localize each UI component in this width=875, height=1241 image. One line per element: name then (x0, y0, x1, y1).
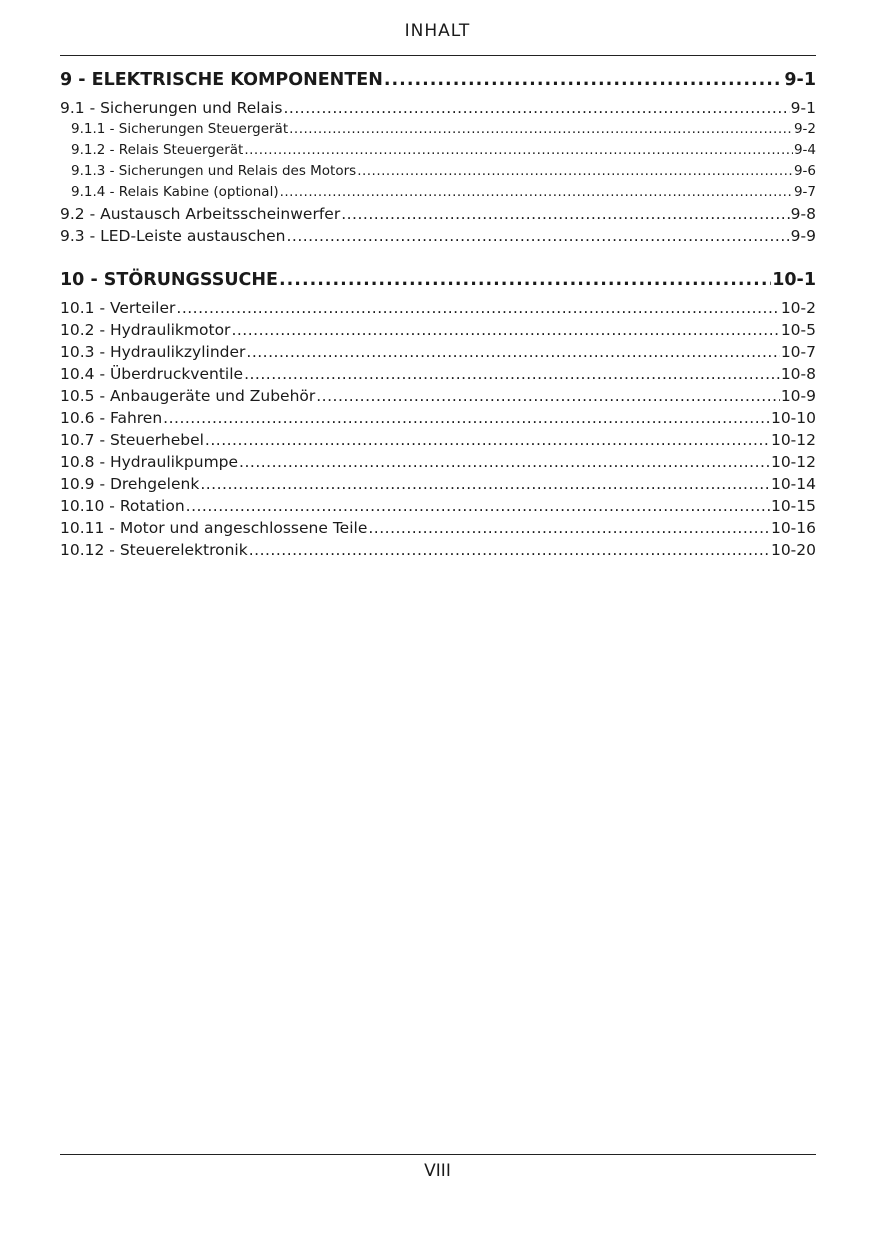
entry-page: 10-2 (780, 299, 816, 317)
leader-dots (283, 97, 789, 119)
entry-page: 10-5 (780, 321, 816, 339)
toc-chapter-9[interactable] (60, 66, 816, 94)
header-divider (60, 55, 816, 56)
leader-dots (239, 451, 770, 473)
entry-title: 10.6 - Fahren (60, 409, 163, 427)
toc-entry-10-5[interactable] (60, 385, 816, 407)
entry-page: 9-9 (790, 227, 816, 245)
toc-entry-9-1-1[interactable] (60, 119, 816, 140)
entry-title: 9.1 - Sicherungen und Relais (60, 99, 283, 117)
chapter-title: 10 - STÖRUNGSSUCHE (60, 270, 278, 290)
leader-dots (176, 297, 779, 319)
toc-entry-9-1-2[interactable] (60, 140, 816, 161)
leader-dots (205, 429, 770, 451)
entry-page: 9-4 (793, 142, 816, 158)
toc-entry-10-1[interactable] (60, 297, 816, 319)
entry-title: 10.3 - Hydraulikzylinder (60, 343, 246, 361)
entry-title: 10.4 - Überdruckventile (60, 365, 244, 383)
leader-dots (246, 341, 779, 363)
entry-page: 10-8 (780, 365, 816, 383)
entry-page: 10-16 (770, 519, 816, 537)
toc-entry-9-3[interactable] (60, 225, 816, 247)
entry-page: 10-10 (770, 409, 816, 427)
toc-entry-9-1[interactable] (60, 97, 816, 119)
entry-page: 9-6 (793, 163, 816, 179)
entry-page: 10-12 (770, 453, 816, 471)
entry-title: 10.8 - Hydraulikpumpe (60, 453, 239, 471)
entry-page: 9-2 (793, 121, 816, 137)
entry-page: 9-7 (793, 184, 816, 200)
leader-dots (231, 319, 779, 341)
toc-entry-10-7[interactable] (60, 429, 816, 451)
entry-title: 10.9 - Drehgelenk (60, 475, 200, 493)
page-header-title: INHALT (404, 21, 471, 41)
leader-dots (244, 140, 793, 161)
entry-title: 10.5 - Anbaugeräte und Zubehör (60, 387, 316, 405)
toc-entry-10-2[interactable] (60, 319, 816, 341)
entry-title: 10.12 - Steuerelektronik (60, 541, 248, 559)
leader-dots (368, 517, 770, 539)
leader-dots (341, 203, 789, 225)
entry-page: 10-12 (770, 431, 816, 449)
leader-dots (286, 225, 789, 247)
entry-page: 10-15 (770, 497, 816, 515)
leader-dots (186, 495, 770, 517)
leader-dots (163, 407, 770, 429)
toc-entry-9-2[interactable] (60, 203, 816, 225)
page-number: VIII (424, 1161, 451, 1181)
toc-entry-10-8[interactable] (60, 451, 816, 473)
entry-title: 10.2 - Hydraulikmotor (60, 321, 231, 339)
leader-dots (244, 363, 780, 385)
toc-entry-10-12[interactable] (60, 539, 816, 561)
entry-page: 10-20 (770, 541, 816, 559)
toc-entry-9-1-3[interactable] (60, 161, 816, 182)
entry-title: 9.3 - LED-Leiste austauschen (60, 227, 286, 245)
toc-entry-10-9[interactable] (60, 473, 816, 495)
leader-dots (357, 161, 793, 182)
entry-title: 9.1.2 - Relais Steuergerät (71, 142, 244, 158)
leader-dots (249, 539, 770, 561)
toc-entry-10-3[interactable] (60, 341, 816, 363)
entry-title: 10.10 - Rotation (60, 497, 185, 515)
entry-title: 9.1.4 - Relais Kabine (optional) (71, 184, 279, 200)
footer-divider (60, 1154, 816, 1155)
entry-page: 9-8 (790, 205, 816, 223)
entry-title: 10.7 - Steuerhebel (60, 431, 204, 449)
entry-title: 9.1.1 - Sicherungen Steuergerät (71, 121, 289, 137)
entry-title: 10.1 - Verteiler (60, 299, 176, 317)
leader-dots (384, 66, 784, 94)
toc-entry-10-4[interactable] (60, 363, 816, 385)
chapter-title: 9 - ELEKTRISCHE KOMPONENTEN (60, 70, 383, 90)
entry-page: 10-14 (770, 475, 816, 493)
entry-title: 10.11 - Motor und angeschlossene Teile (60, 519, 368, 537)
leader-dots (280, 182, 793, 203)
leader-dots (279, 266, 771, 294)
toc-entry-10-11[interactable] (60, 517, 816, 539)
leader-dots (200, 473, 770, 495)
chapter-page: 9-1 (784, 70, 816, 90)
entry-title: 9.2 - Austausch Arbeitsscheinwerfer (60, 205, 341, 223)
entry-title: 9.1.3 - Sicherungen und Relais des Motors (71, 163, 357, 179)
entry-page: 10-7 (780, 343, 816, 361)
chapter-page: 10-1 (772, 270, 816, 290)
toc-entry-9-1-4[interactable] (60, 182, 816, 203)
entry-page: 9-1 (790, 99, 816, 117)
table-of-contents (60, 66, 816, 561)
toc-entry-10-6[interactable] (60, 407, 816, 429)
leader-dots (289, 119, 793, 140)
toc-entry-10-10[interactable] (60, 495, 816, 517)
leader-dots (316, 385, 780, 407)
toc-chapter-10[interactable] (60, 266, 816, 294)
entry-page: 10-9 (780, 387, 816, 405)
